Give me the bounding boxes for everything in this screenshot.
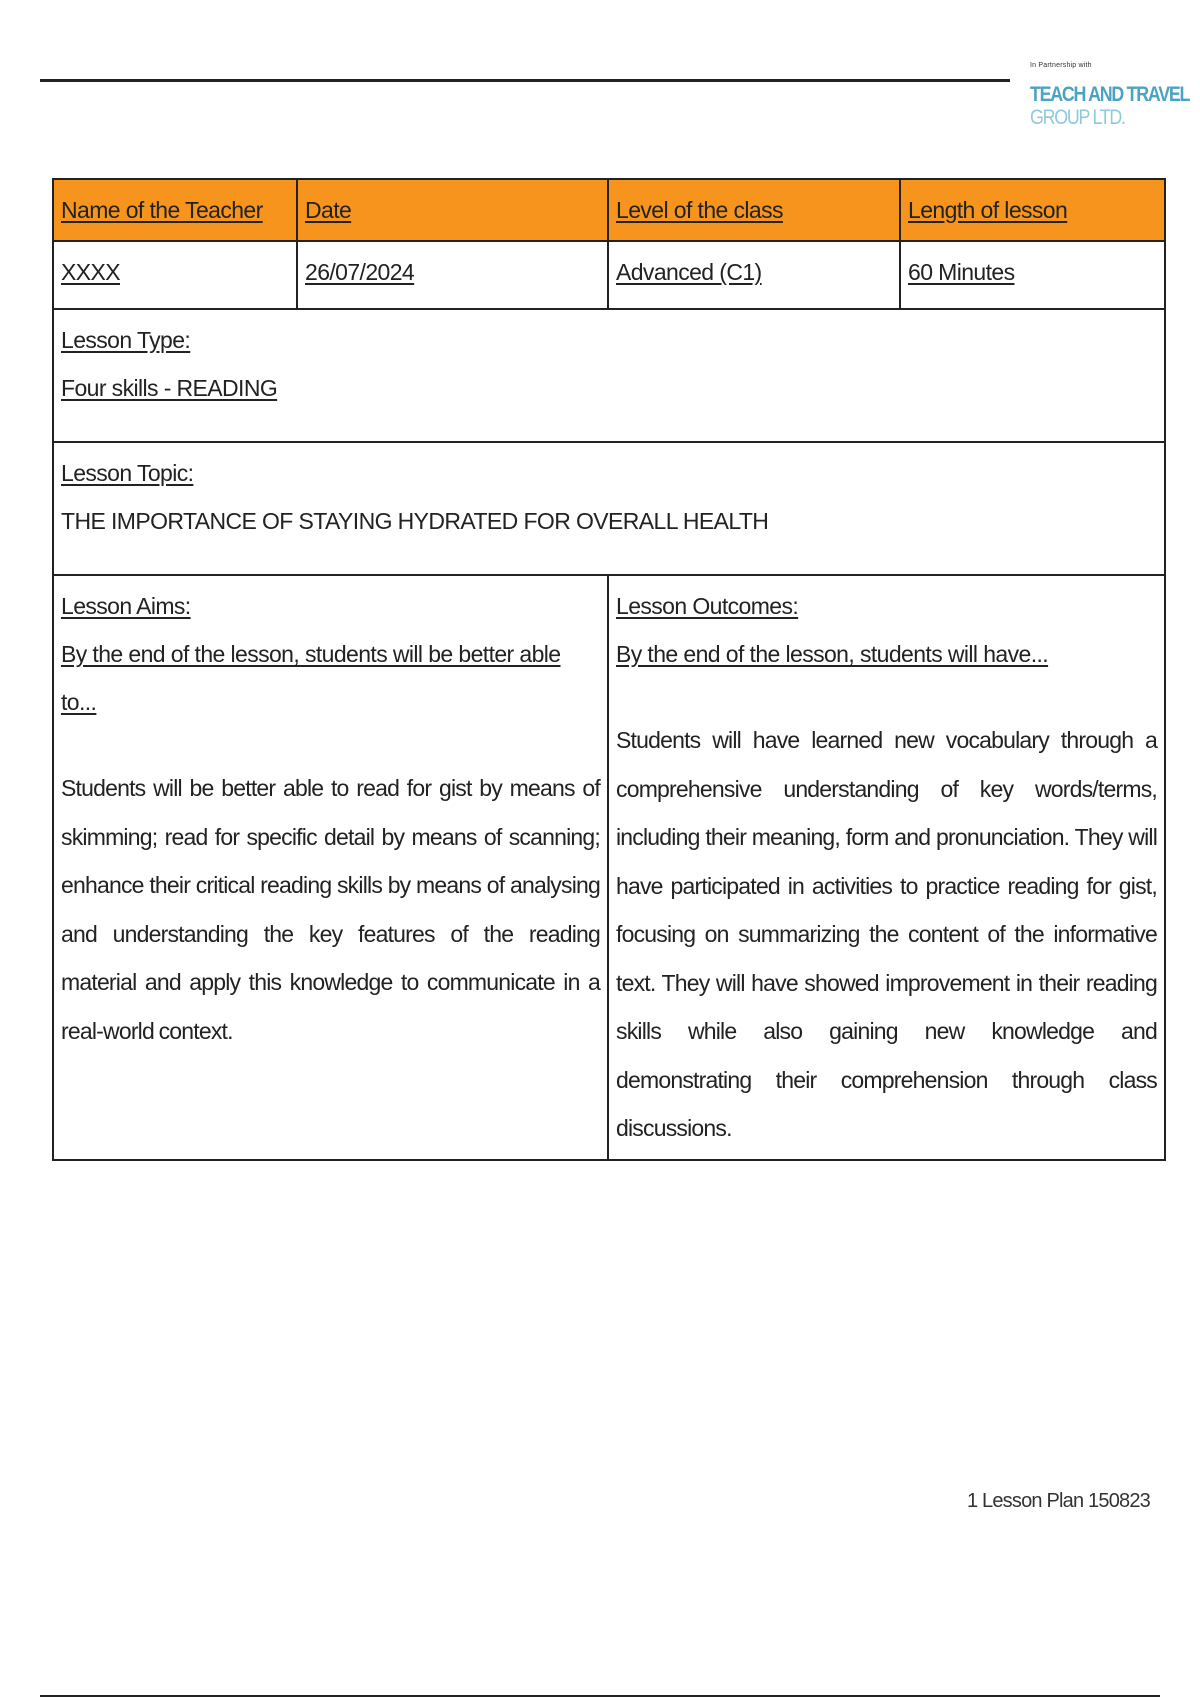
length-value-cell xyxy=(900,241,1165,309)
teacher-value: XXXX xyxy=(61,259,120,285)
lesson-topic-value: THE IMPORTANCE OF STAYING HYDRATED FOR OVERALL HEALTH xyxy=(61,508,769,534)
date-header-cell xyxy=(297,179,608,241)
lesson-type-value: Four skills - READING xyxy=(61,375,278,401)
top-divider xyxy=(40,79,1010,82)
logo-tagline: In Partnership with xyxy=(1030,62,1092,69)
lesson-aims-label: Lesson Aims: xyxy=(61,593,191,619)
date-value: 26/07/2024 xyxy=(305,259,415,285)
lesson-aims-subtitle: By the end of the lesson, students will be better able to... xyxy=(61,641,561,715)
lesson-outcomes-cell xyxy=(608,575,1165,1160)
lesson-topic-row xyxy=(53,442,1165,575)
level-header-cell xyxy=(608,179,900,241)
lesson-outcomes-subtitle: By the end of the lesson, students will have... xyxy=(616,641,1049,667)
lesson-aims-cell xyxy=(53,575,608,1160)
lesson-type-cell xyxy=(53,309,1165,442)
values-row xyxy=(53,241,1165,309)
lesson-outcomes-label: Lesson Outcomes: xyxy=(616,593,799,619)
lesson-plan-table xyxy=(52,178,1166,1161)
lesson-aims-text: Students will be better able to read for gist by means of skimming; read for specific detail by means of scanning; enhance their critical reading skills by means of analysing and understanding the key features of the reading material and apply this knowledge to communicate in a real-world context. xyxy=(61,775,600,1044)
date-label: Date xyxy=(305,197,352,223)
level-value-cell xyxy=(608,241,900,309)
bottom-divider xyxy=(40,1695,1160,1697)
teacher-value-cell xyxy=(53,241,297,309)
logo-name-line1: TEACH AND TRAVEL xyxy=(1030,83,1190,106)
level-value: Advanced (C1) xyxy=(616,259,762,285)
lesson-topic-label: Lesson Topic: xyxy=(61,460,194,486)
length-header-cell xyxy=(900,179,1165,241)
partner-logo xyxy=(1030,62,1190,129)
date-value-cell xyxy=(297,241,608,309)
teacher-header-cell xyxy=(53,179,297,241)
header-row xyxy=(53,179,1165,241)
lesson-outcomes-text: Students will have learned new vocabulary through a comprehensive understanding of key words/terms, including their meaning, form and pronunciation. They will have participated in activities to practice reading for gist, focusing on summarizing the content of the informative text. They will have showed improvement in their reading skills while also gaining new knowledge and demonstrating their comprehension through class discussions. xyxy=(616,727,1157,1141)
lesson-type-label: Lesson Type: xyxy=(61,327,191,353)
length-label: Length of lesson xyxy=(908,197,1068,223)
length-value: 60 Minutes xyxy=(908,259,1015,285)
lesson-topic-cell xyxy=(53,442,1165,575)
logo-name-line2: GROUP LTD. xyxy=(1030,106,1125,129)
lesson-type-row xyxy=(53,309,1165,442)
aims-outcomes-row xyxy=(53,575,1165,1160)
teacher-label: Name of the Teacher xyxy=(61,197,263,223)
document-code: 1 Lesson Plan 150823 xyxy=(966,1490,1150,1512)
level-label: Level of the class xyxy=(616,197,783,223)
